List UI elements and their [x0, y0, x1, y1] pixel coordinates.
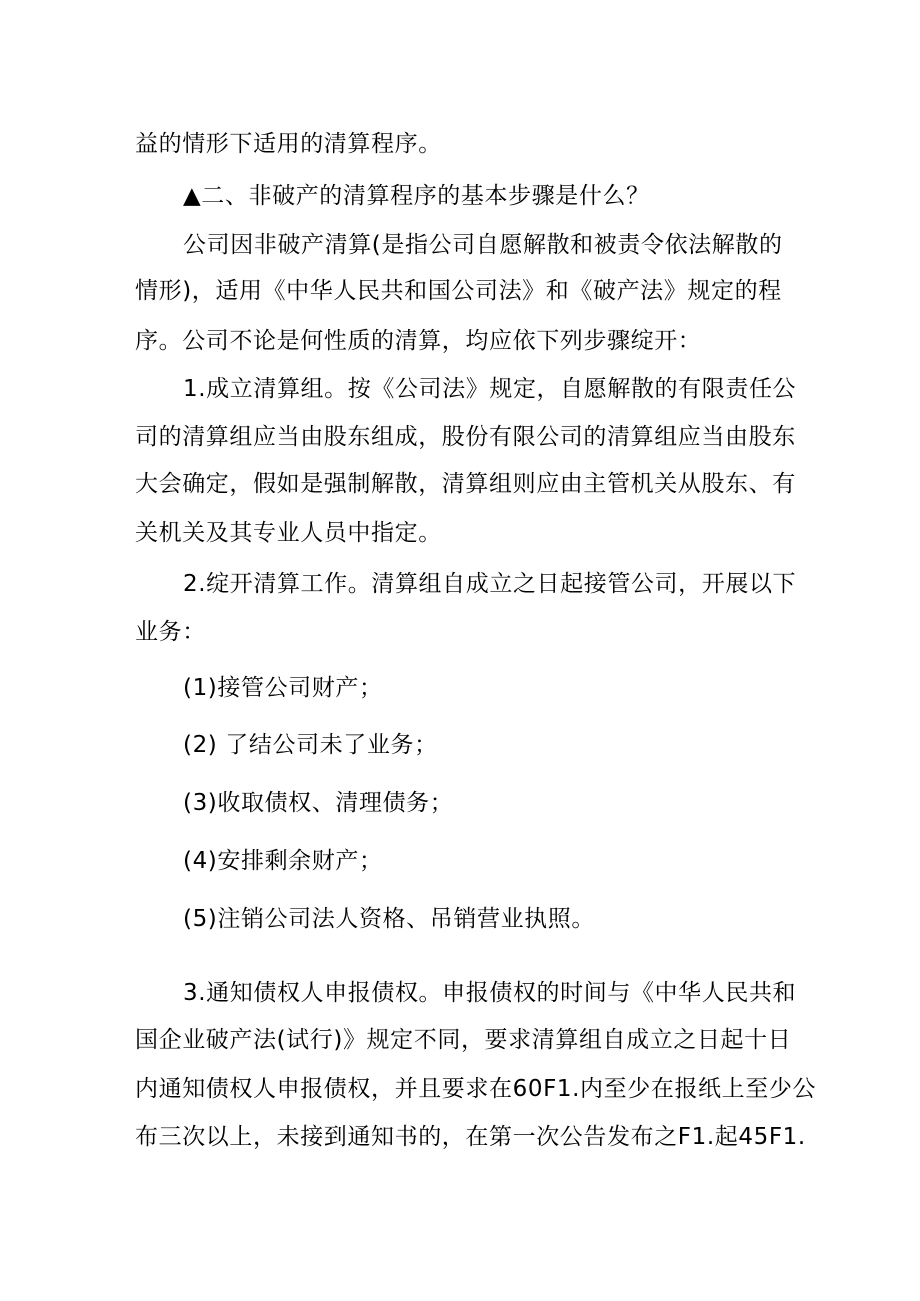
list-item: (2) 了结公司未了业务； — [183, 732, 438, 758]
list-item: (1)接管公司财产； — [183, 675, 383, 701]
text-line: 业务： — [135, 619, 206, 645]
text-line: 1.成立清算组。按《公司法》规定，自愿解散的有限责任公 — [183, 376, 797, 402]
text-line: 大会确定，假如是强制解散，清算组则应由主管机关从股东、有 — [135, 471, 796, 497]
section-heading: ▲二、非破产的清算程序的基本步骤是什么？ — [183, 183, 650, 209]
text-line: 国企业破产法(试行)》规定不同，要求清算组自成立之日起十日 — [135, 1027, 792, 1053]
text-line: 司的清算组应当由股东组成，股份有限公司的清算组应当由股东 — [135, 424, 796, 450]
text-line: 公司因非破产清算(是指公司自愿解散和被责令依法解散的 — [183, 232, 783, 258]
text-line: 关机关及其专业人员中指定。 — [135, 520, 442, 546]
text-line: 3.通知债权人申报债权。申报债权的时间与《中华人民共和 — [183, 980, 797, 1006]
list-item: (4)安排剩余财产； — [183, 848, 383, 874]
text-line: 2.绽开清算工作。清算组自成立之日起接管公司，开展以下 — [183, 571, 797, 597]
text-line: 情形)，适用《中华人民共和国公司法》和《破产法》规定的程 — [135, 278, 782, 304]
text-line: 序。公司不论是何性质的清算，均应依下列步骤绽开： — [135, 328, 702, 354]
text-line: 内通知债权人申报债权，并且要求在60F1.内至少在报纸上至少公 — [135, 1076, 817, 1102]
list-item: (5)注销公司法人资格、吊销营业执照。 — [183, 906, 595, 932]
text-line: 益的情形下适用的清算程序。 — [135, 131, 442, 157]
text-line: 布三次以上，未接到通知书的，在第一次公告发布之F1.起45F1. — [135, 1124, 806, 1150]
list-item: (3)收取债权、清理债务； — [183, 790, 454, 816]
